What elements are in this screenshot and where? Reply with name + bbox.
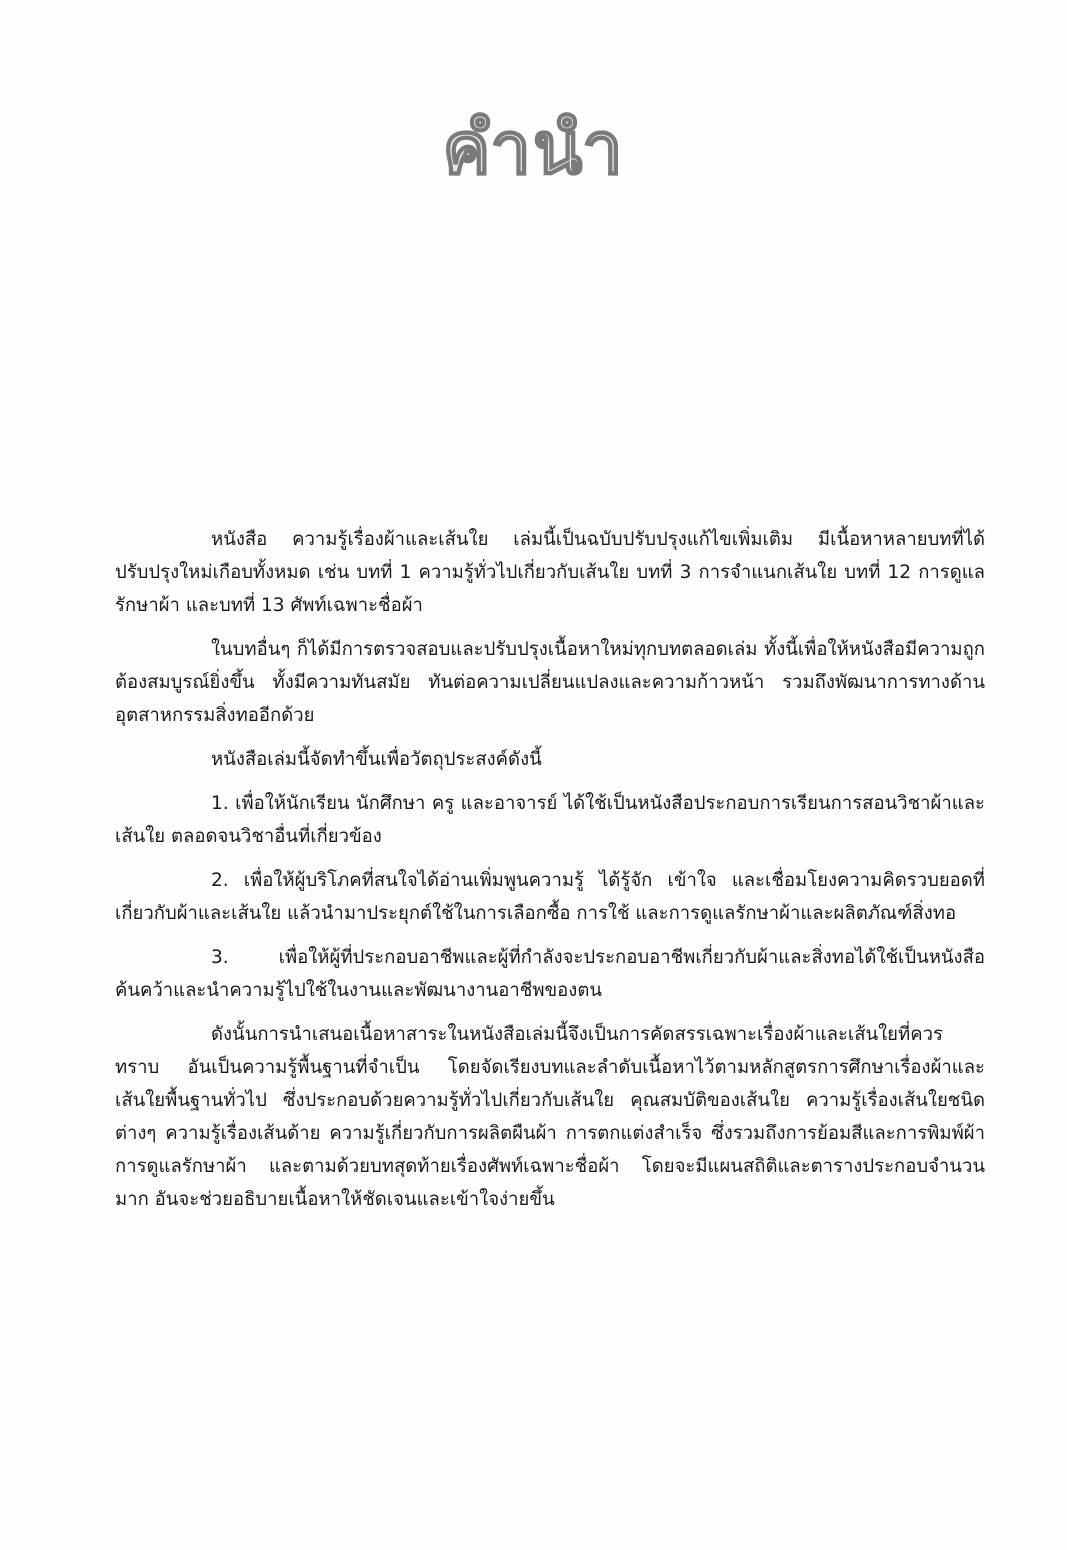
paragraph-objective-2: 2. เพื่อให้ผู้บริโภคที่สนใจได้อ่านเพิ่มพูนความรู้ ได้รู้จัก เข้าใจ และเชื่อมโยงความคิดรวบยอดที่เกี่ยวกับผ้าและเส้นใย แล้วนำมาประยุกต์ใช้ในการเลือกซื้อ การใช้ และการดูแลรักษาผ้าและผลิตภัณฑ์สิ่งทอ: [115, 870, 985, 924]
paragraph-objective-1: 1. เพื่อให้นักเรียน นักศึกษา ครู และอาจารย์ ได้ใช้เป็นหนังสือประกอบการเรียนการสอนวิชาผ้าและเส้นใย ตลอดจนวิชาอื่นที่เกี่ยวข้อง: [115, 793, 985, 847]
paragraph-revision-intro: หนังสือ ความรู้เรื่องผ้าและเส้นใย เล่มนี้เป็นฉบับปรับปรุงแก้ไขเพิ่มเติม มีเนื้อหาหลายบทที่ได้ปรับปรุงใหม่เกือบทั้งหมด เช่น บทที่ 1 ความรู้ทั่วไปเกี่ยวกับเส้นใย บทที่ 3 การจำแนกเส้นใย บทที่ 12 การดูแลรักษาผ้า และบทที่ 13 ศัพท์เฉพาะชื่อผ้า: [115, 529, 985, 616]
paragraph-other-chapters: ในบทอื่นๆ ก็ได้มีการตรวจสอบและปรับปรุงเนื้อหาใหม่ทุกบทตลอดเล่ม ทั้งนี้เพื่อให้หนังสือมีความถูกต้องสมบูรณ์ยิ่งขึ้น ทั้งมีความทันสมัย ทันต่อความเปลี่ยนแปลงและความก้าวหน้า รวมถึงพัฒนาการทางด้านอุตสาหกรรมสิ่งทออีกด้วย: [115, 639, 985, 726]
paragraph-objectives-heading: หนังสือเล่มนี้จัดทำขึ้นเพื่อวัตถุประสงค์ดังนี้: [211, 749, 542, 770]
document-body: [115, 523, 985, 1227]
page-title: คำนำ: [442, 106, 625, 190]
paragraph-objective-3: 3. เพื่อให้ผู้ที่ประกอบอาชีพและผู้ที่กำลังจะประกอบอาชีพเกี่ยวกับผ้าและสิ่งทอได้ใช้เป็นหนังสือค้นคว้าและนำความรู้ไปใช้ในงานและพัฒนางานอาชีพของตน: [115, 947, 985, 1001]
paragraph-content-summary: ดังนั้นการนำเสนอเนื้อหาสาระในหนังสือเล่มนี้จึงเป็นการคัดสรรเฉพาะเรื่องผ้าและเส้นใยที่ควรทราบ อันเป็นความรู้พื้นฐานที่จำเป็น โดยจัดเรียงบทและลำดับเนื้อหาไว้ตามหลักสูตรการศึกษาเรื่องผ้าและเส้นใยพื้นฐานทั่วไป ซึ่งประกอบด้วยความรู้ทั่วไปเกี่ยวกับเส้นใย คุณสมบัติของเส้นใย ความรู้เรื่องเส้นใยชนิดต่างๆ ความรู้เรื่องเส้นด้าย ความรู้เกี่ยวกับการผลิตผืนผ้า การตกแต่งสำเร็จ ซึ่งรวมถึงการย้อมสีและการพิมพ์ผ้า การดูแลรักษาผ้า และตามด้วยบทสุดท้ายเรื่องศัพท์เฉพาะชื่อผ้า โดยจะมีแผนสถิติและตารางประกอบจำนวนมาก อันจะช่วยอธิบายเนื้อหาให้ชัดเจนและเข้าใจง่ายขึ้น: [115, 1024, 985, 1210]
